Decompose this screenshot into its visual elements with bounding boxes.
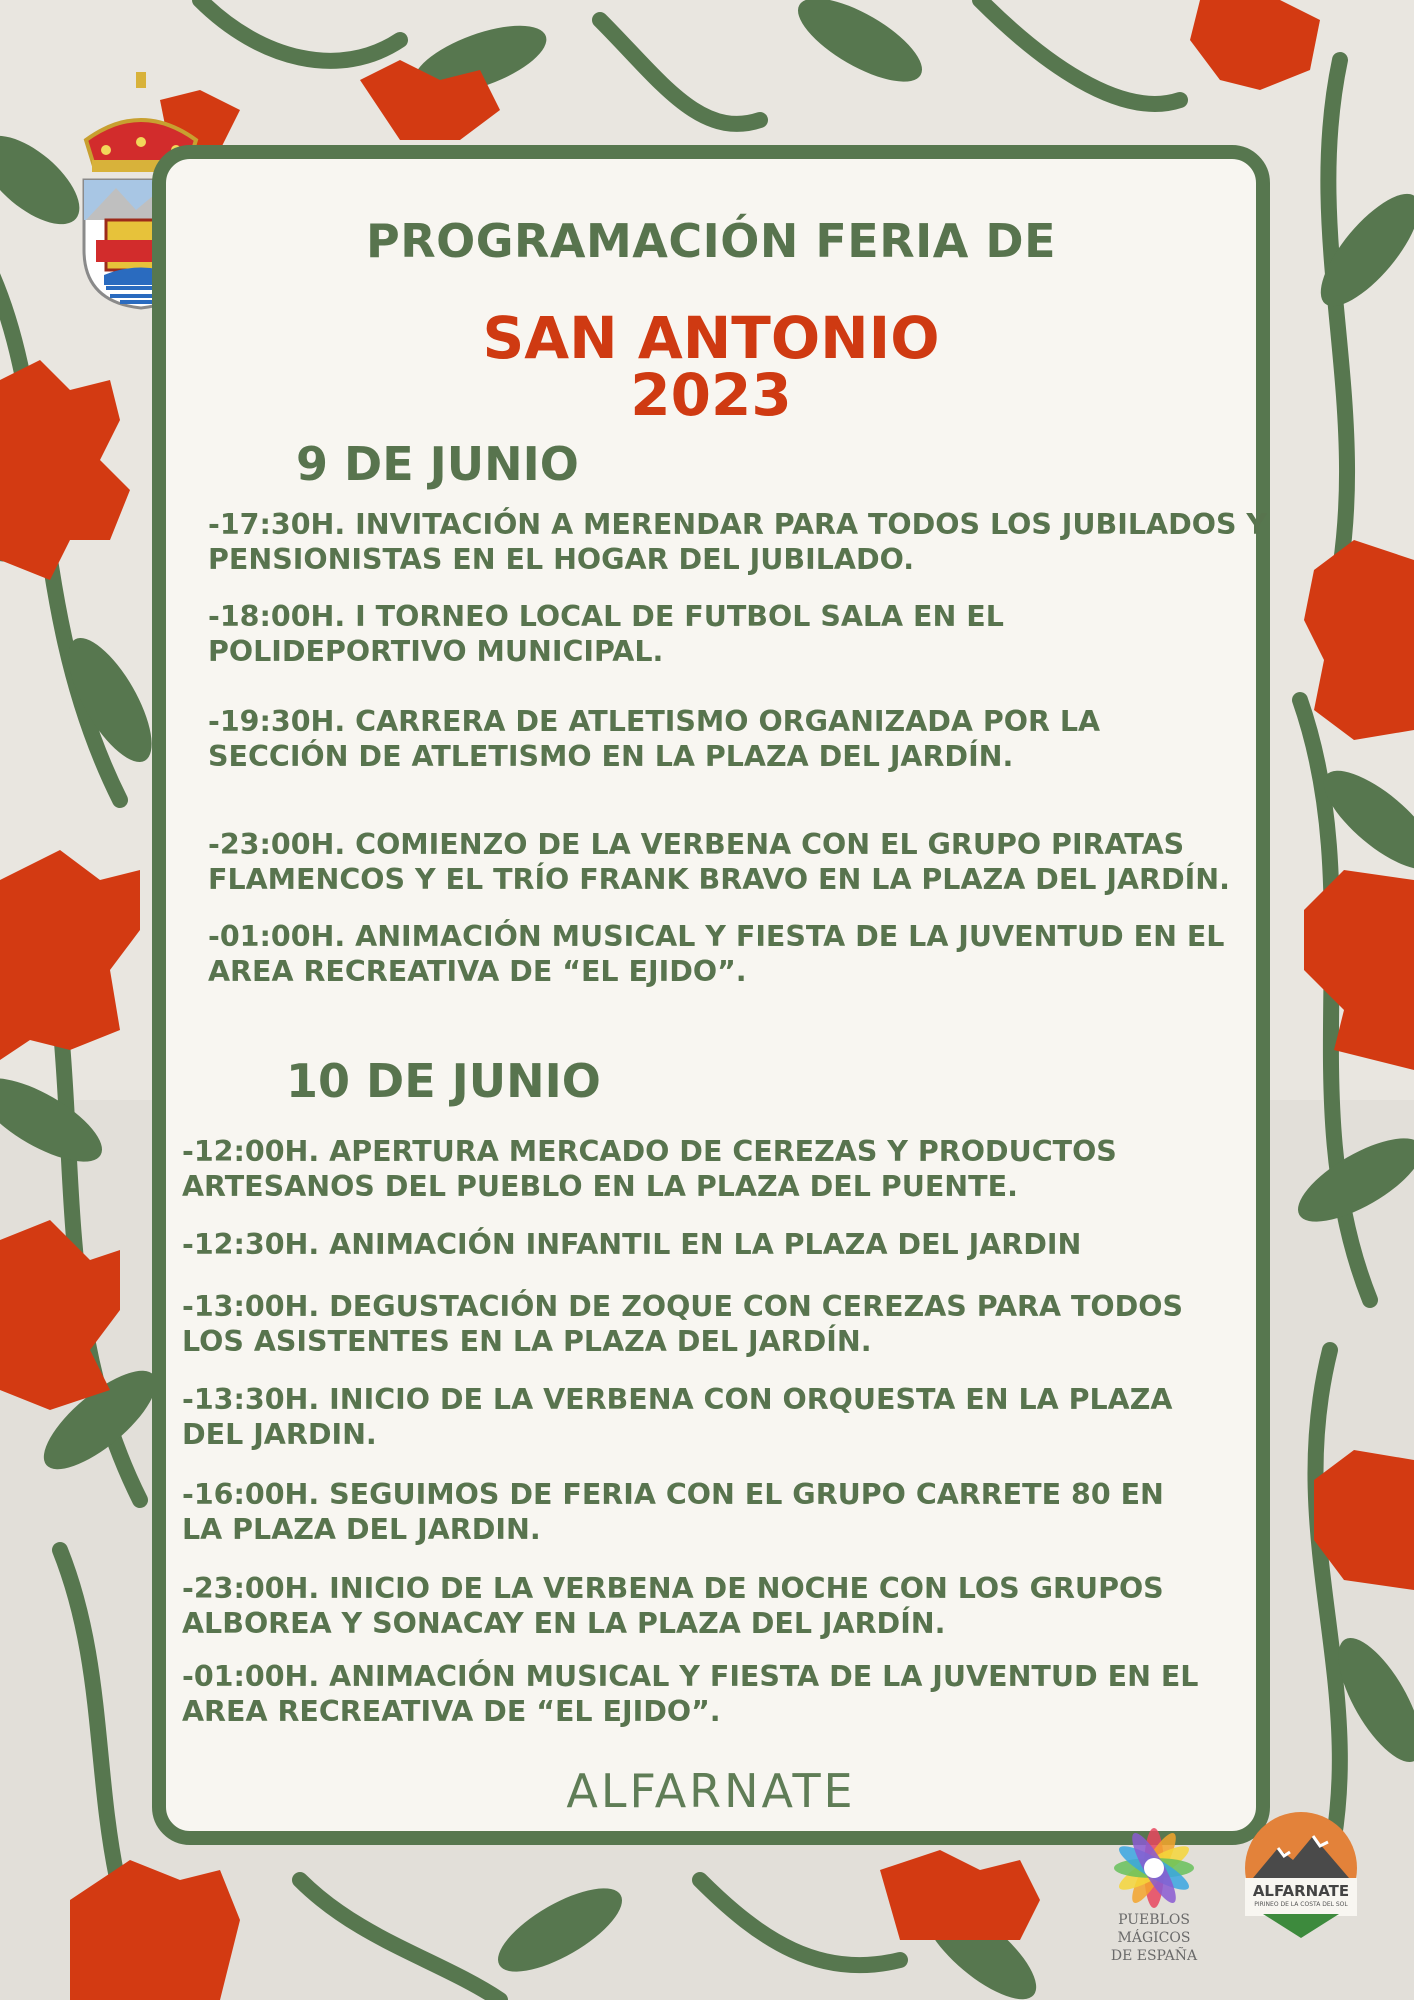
day-heading-10-june: 10 DE JUNIO (286, 1054, 601, 1108)
pueblos-magicos-line1: PUEBLOS (1118, 1912, 1190, 1928)
alfarnate-logo-text: ALFARNATE (1252, 1882, 1350, 1900)
schedule-item: -01:00H. ANIMACIÓN MUSICAL Y FIESTA DE LA JUVENTUD EN EL AREA RECREATIVA DE “EL EJIDO”. (182, 1660, 1199, 1728)
schedule-item: -23:00H. INICIO DE LA VERBENA DE NOCHE CON LOS GRUPOS ALBOREA Y SONACAY EN LA PLAZA DEL JARDÍN. (182, 1572, 1164, 1640)
schedule-item: -23:00H. COMIENZO DE LA VERBENA CON EL GRUPO PIRATAS FLAMENCOS Y EL TRÍO FRANK BRAVO EN LA PLAZA DEL JARDÍN. (208, 828, 1230, 896)
pueblos-magicos-line3: DE ESPAÑA (1110, 1948, 1198, 1964)
schedule-item: -17:30H. INVITACIÓN A MERENDAR PARA TODOS LOS JUBILADOS Y PENSIONISTAS EN EL HOGAR DEL JUBILADO. (208, 508, 1268, 576)
pueblos-magicos-logo (1100, 1820, 1208, 1996)
schedule-item: -19:30H. CARRERA DE ATLETISMO ORGANIZADA POR LA SECCIÓN DE ATLETISMO EN LA PLAZA DEL JARDÍN. (208, 705, 1101, 773)
program-title: PROGRAMACIÓN FERIA DE (366, 214, 1056, 268)
festival-name: SAN ANTONIO (482, 304, 940, 372)
day-heading-9-june: 9 DE JUNIO (296, 437, 579, 491)
schedule-item: -18:00H. I TORNEO LOCAL DE FUTBOL SALA EN EL POLIDEPORTIVO MUNICIPAL. (208, 600, 1004, 668)
schedule-item: -12:00H. APERTURA MERCADO DE CEREZAS Y PRODUCTOS ARTESANOS DEL PUEBLO EN LA PLAZA DEL PUENTE. (182, 1135, 1117, 1203)
festival-year: 2023 (630, 361, 792, 429)
schedule-item: -13:30H. INICIO DE LA VERBENA CON ORQUESTA EN LA PLAZA DEL JARDIN. (182, 1383, 1173, 1451)
alfarnate-logo-subtitle: PIRINEO DE LA COSTA DEL SOL (1254, 1901, 1348, 1908)
schedule-item: -13:00H. DEGUSTACIÓN DE ZOQUE CON CEREZAS PARA TODOS LOS ASISTENTES EN LA PLAZA DEL JARDÍN. (182, 1290, 1184, 1358)
program-panel (152, 145, 1270, 1845)
town-name: ALFARNATE (566, 1764, 856, 1818)
schedule-item: -01:00H. ANIMACIÓN MUSICAL Y FIESTA DE LA JUVENTUD EN EL AREA RECREATIVA DE “EL EJIDO”. (208, 920, 1225, 988)
schedule-item: -12:30H. ANIMACIÓN INFANTIL EN LA PLAZA DEL JARDIN (182, 1228, 1082, 1261)
schedule-item: -16:00H. SEGUIMOS DE FERIA CON EL GRUPO CARRETE 80 EN LA PLAZA DEL JARDIN. (182, 1478, 1164, 1546)
alfarnate-badge-logo (1238, 1808, 1364, 1938)
pueblos-magicos-line2: MÁGICOS (1117, 1930, 1191, 1946)
